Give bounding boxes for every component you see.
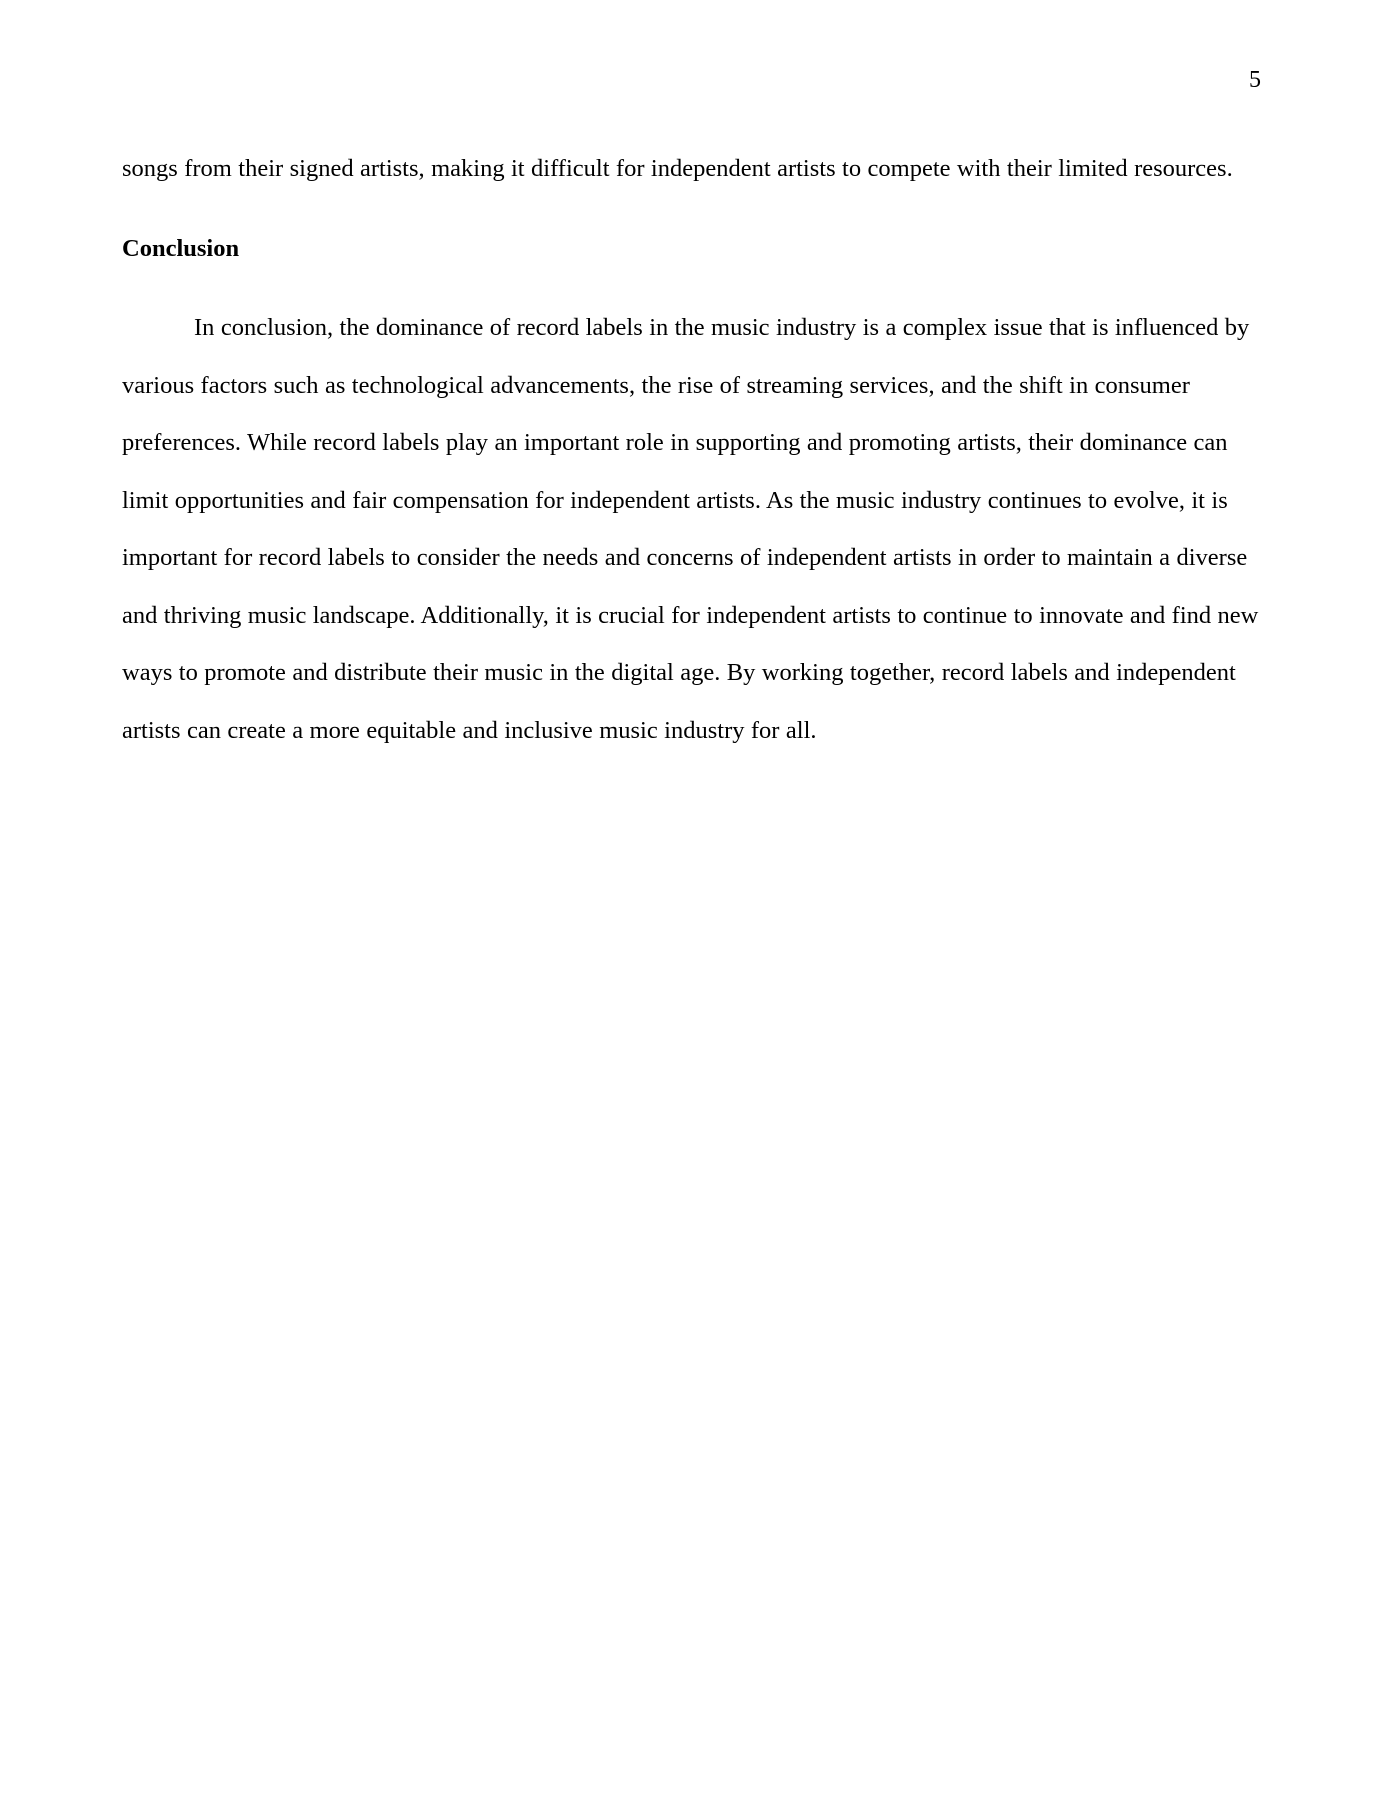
paragraph-continued: songs from their signed artists, making it difficult for independent artists to compete with their limited resources. bbox=[122, 155, 1233, 182]
paragraph-conclusion bbox=[122, 299, 1264, 759]
page-number: 5 bbox=[1249, 67, 1261, 93]
section-heading-conclusion: Conclusion bbox=[122, 234, 240, 262]
paragraph-conclusion-text: In conclusion, the dominance of record labels in the music industry is a complex issue that is influenced by various factors such as technological advancements, the rise of streaming services, and the shift in consumer preferences. While record labels play an important role in supporting and promoting artists, their dominance can limit opportunities and fair compensation for independent artists. As the music industry continues to evolve, it is important for record labels to consider the needs and concerns of independent artists in order to maintain a diverse and thriving music landscape. Additionally, it is crucial for independent artists to continue to innovate and find new ways to promote and distribute their music in the digital age. By working together, record labels and independent artists can create a more equitable and inclusive music industry for all. bbox=[122, 314, 1259, 744]
page-content bbox=[122, 140, 1264, 759]
